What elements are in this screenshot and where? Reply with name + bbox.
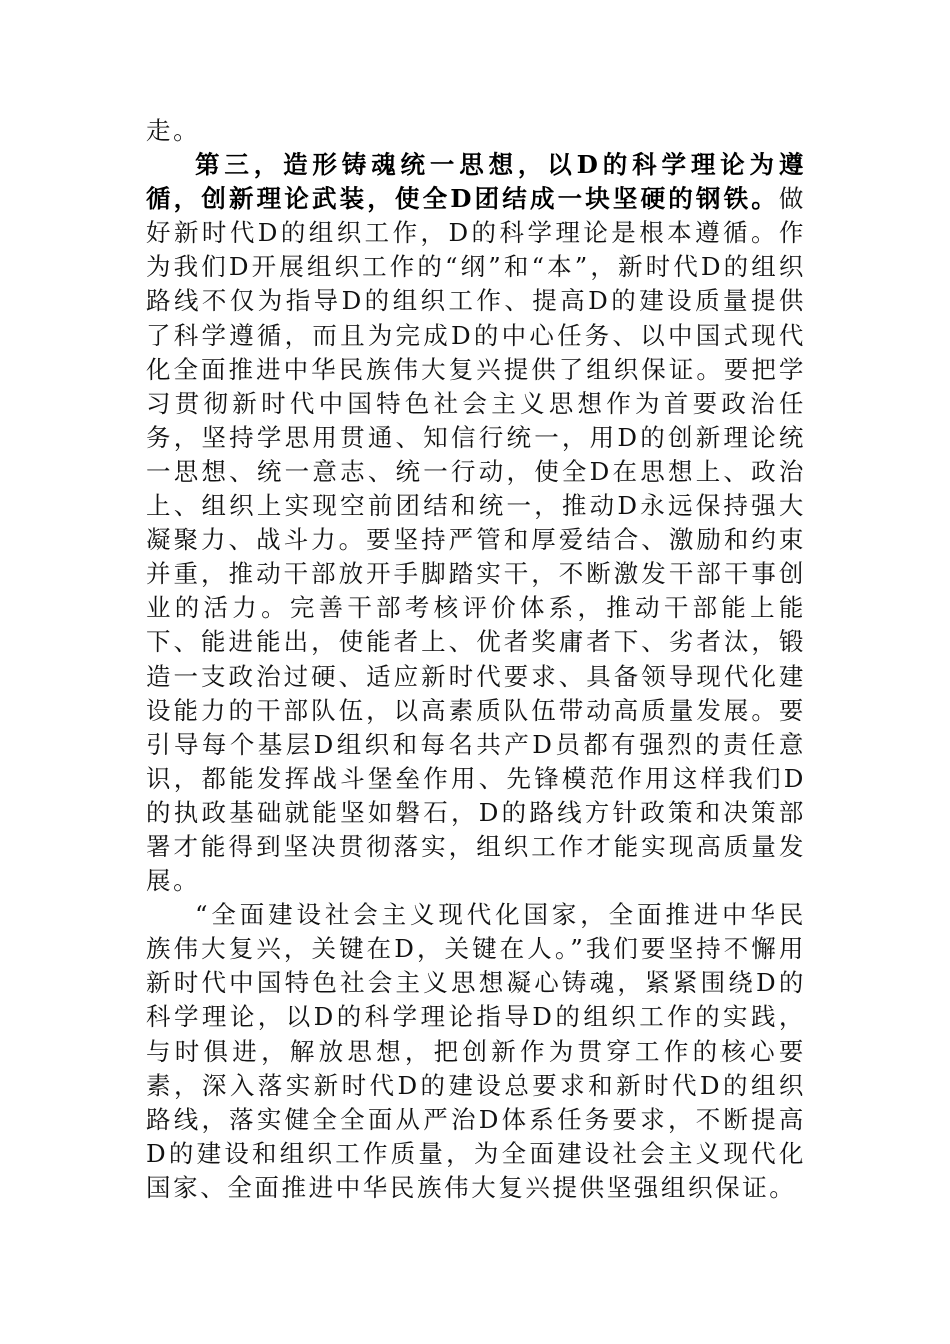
paragraph-continuation <box>146 114 806 148</box>
document-body <box>146 114 806 1205</box>
paragraph-text: 走。 <box>146 116 201 145</box>
paragraph-conclusion <box>146 898 806 1205</box>
paragraph-text: 做好新时代D的组织工作，D的科学理论是根本遵循。作为我们D开展组织工作的“纲”和“本”，新时代D的组织路线不仅为指导D的组织工作、提高D的建设质量提供了科学遵循，而且为完成D的中心任务、以中国式现代化全面推进中华民族伟大复兴提供了组织保证。要把学习贯彻新时代中国特色社会主义思想作为首要政治任务，坚持学思用贯通、知信行统一，用D的创新理论统一思想、统一意志、统一行动，使全D在思想上、政治上、组织上实现空前团结和统一，推动D永远保持强大凝聚力、战斗力。要坚持严管和厚爱结合、激励和约束并重，推动干部放开手脚踏实干，不断激发干部干事创业的活力。完善干部考核评价体系，推动干部能上能下、能进能出，使能者上、优者奖庸者下、劣者汰，锻造一支政治过硬、适应新时代要求、具备领导现代化建设能力的干部队伍，以高素质队伍带动高质量发展。要引导每个基层D组织和每名共产D员都有强烈的责任意识，都能发挥战斗堡垒作用、先锋模范作用这样我们D的执政基础就能坚如磐石，D的路线方针政策和决策部署才能得到坚决贯彻落实，组织工作才能实现高质量发展。 <box>146 184 806 896</box>
paragraph-heading: 第三，造形铸魂统一思想，以D的科学理论为遵循，创新理论武装，使全D团结成一块坚硬的钢铁。 <box>146 150 806 214</box>
paragraph-text: “全面建设社会主义现代化国家，全面推进中华民族伟大复兴，关键在D，关键在人。”我们要坚持不懈用新时代中国特色社会主义思想凝心铸魂，紧紧围绕D的科学理论，以D的科学理论指导D的组织工作的实践，与时俱进，解放思想，把创新作为贯穿工作的核心要素，深入落实新时代D的建设总要求和新时代D的组织路线，落实健全全面从严治D体系任务要求，不断提高D的建设和组织工作质量，为全面建设社会主义现代化国家、全面推进中华民族伟大复兴提供坚强组织保证。 <box>146 900 806 1202</box>
paragraph-third-point <box>146 148 806 898</box>
